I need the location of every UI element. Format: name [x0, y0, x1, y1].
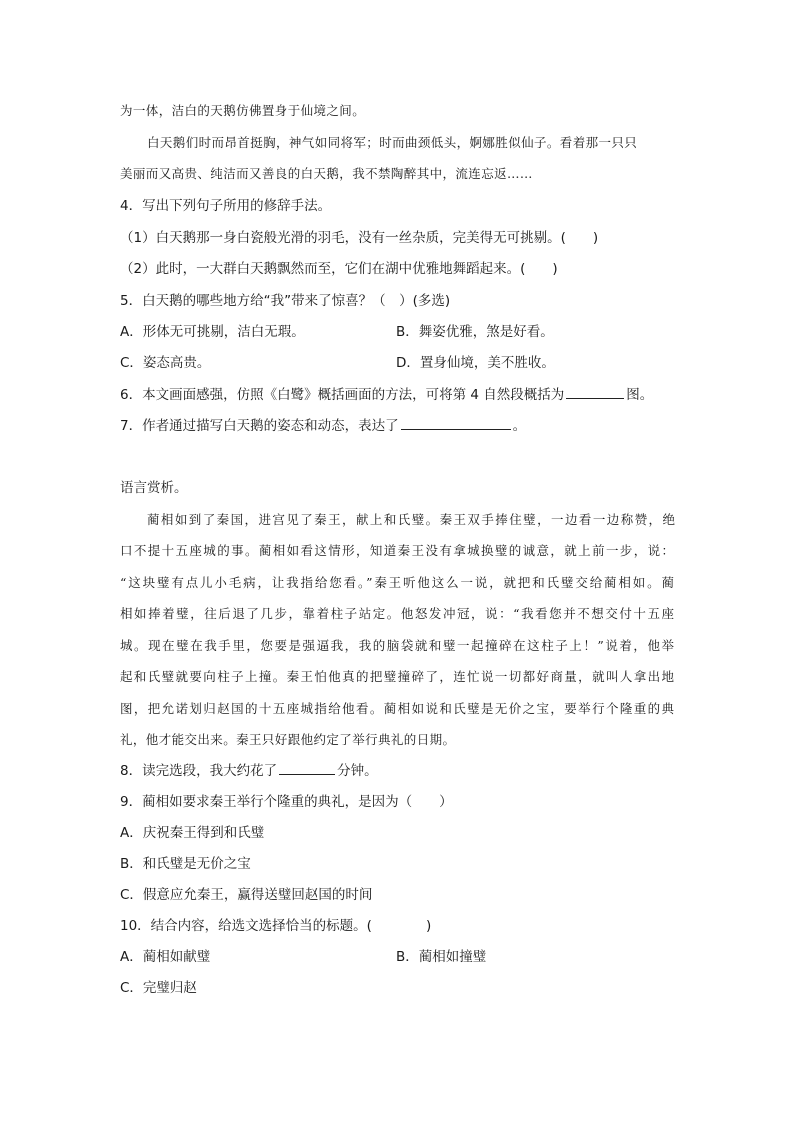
passage2-line: 礼，他才能交出来。秦王只好跟他约定了举行典礼的日期。: [120, 732, 456, 747]
q5-option-b: B．舞姿优雅，煞是好看。: [396, 324, 554, 340]
q8-text: 8．读完选段，我大约花了: [120, 763, 278, 779]
q8-answer-blank[interactable]: [279, 762, 335, 775]
passage2-line: 相如捧着璧，往后退了几步，靠着柱子站定。他怒发冲冠，说：“我看您并不想交付十五座: [120, 606, 674, 621]
q9-stem: 9．蔺相如要求秦王举行个隆重的典礼，是因为（ ）: [120, 794, 453, 810]
q10-option-b: B．蔺相如撞璧: [396, 949, 487, 965]
passage2-line: 城。现在璧在我手里，您要是强逼我，我的脑袋就和璧一起撞碎在这柱子上！”说着，他举: [120, 638, 674, 653]
q6-line: [120, 386, 653, 404]
q7-text: 7．作者通过描写白天鹅的姿态和动态，表达了: [120, 418, 399, 434]
passage1-line2: 白天鹅们时而昂首挺胸，神气如同将军；时而曲颈低头，婀娜胜似仙子。看着那一只只: [147, 135, 638, 150]
q10-option-c: C．完璧归赵: [120, 980, 197, 996]
passage2-line: 口不提十五座城的事。蔺相如看这情形，知道秦王没有拿城换璧的诚意，就上前一步，说：: [120, 543, 674, 558]
q4-stem: 4．写出下列句子所用的修辞手法。: [120, 198, 332, 214]
q4-sentence-2: （2）此时，一大群白天鹅飘然而至，它们在湖中优雅地舞蹈起来。( ): [120, 261, 558, 277]
q5-option-a: A．形体无可挑剔，洁白无瑕。: [120, 324, 305, 340]
passage2-line: 蔺相如到了秦国，进宫见了秦王，献上和氏璧。秦王双手捧住璧，一边看一边称赞，绝: [147, 512, 675, 527]
q10-option-a: A．蔺相如献璧: [120, 949, 211, 965]
section-title: 语言赏析。: [120, 480, 188, 496]
passage1-line1: 为一体，洁白的天鹅仿佛置身于仙境之间。: [120, 103, 366, 118]
q9-option-b: B．和氏璧是无价之宝: [120, 856, 251, 872]
q4-sentence-1: （1）白天鹅那一身白瓷般光滑的羽毛，没有一丝杂质，完美得无可挑剔。( ): [120, 230, 599, 246]
q8-suffix: 分钟。: [337, 763, 378, 779]
q6-answer-blank[interactable]: [566, 386, 624, 399]
q9-option-c: C．假意应允秦王，赢得送璧回赵国的时间: [120, 887, 373, 903]
q6-text: 6．本文画面感强，仿照《白鹭》概括画面的方法，可将第 4 自然段概括为: [120, 387, 565, 403]
q6-suffix: 图。: [626, 387, 654, 403]
passage2-line: 图，把允诺划归赵国的十五座城指给他看。蔺相如说和氏璧是无价之宝，要举行个隆重的典: [120, 701, 674, 716]
q8-line: [120, 762, 378, 780]
q7-line: [120, 417, 526, 435]
passage2-line: 起和氏璧就要向柱子上撞。秦王怕他真的把璧撞碎了，连忙说一切都好商量，就叫人拿出地: [120, 669, 674, 684]
q10-stem: 10．结合内容，给选文选择恰当的标题。( ): [120, 918, 432, 934]
q5-stem: 5．白天鹅的哪些地方给“我”带来了惊喜？（ ）(多选): [120, 293, 451, 309]
q9-option-a: A．庆祝秦王得到和氏璧: [120, 825, 265, 841]
passage1-line3: 美丽而又高贵、纯洁而又善良的白天鹅，我不禁陶醉其中，流连忘返……: [120, 166, 533, 181]
q5-option-d: D．置身仙境，美不胜收。: [396, 355, 555, 371]
q5-option-c: C．姿态高贵。: [120, 355, 211, 371]
q7-answer-blank[interactable]: [401, 417, 511, 430]
passage2-line: “这块璧有点儿小毛病，让我指给您看。”秦王听他这么一说，就把和氏璧交给蔺相如。蔺: [120, 575, 674, 590]
q7-suffix: 。: [512, 418, 527, 434]
